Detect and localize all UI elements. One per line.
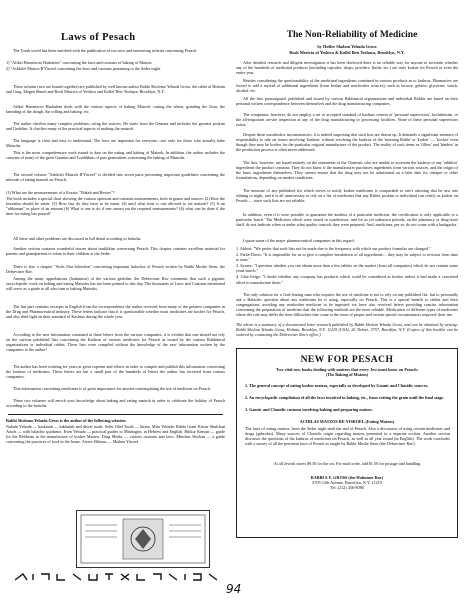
paragraph: Afikei Hametzoto Hashalem deals with the various aspects of baking Matzoh: cutting the wheat, grinding the flour, the kneading of the dough, the rolling and baking, etc. <box>6 104 225 115</box>
points-list <box>6 190 225 217</box>
ad-item: 3. Gaonic and Chasidic customs involving baking and preparing matzos. <box>245 407 373 412</box>
paragraph: Another section contains wonderful stories about tzaddikim concerning Pesach. This chapter contains excellent material for parents and grandparents to relate to their children at the Seder. <box>6 246 225 257</box>
footnote: The above is a summary of a documented letter research published by Rabbi Sholom Yehuda Gross, and can be obtained by writing: Rabbi Sholom Yehuda Gross, Holmin, Brooklyn, N.Y. 11219 (USA), 26 Tishrei, 5757, Brooklyn, N.Y. (Copies of this booklet can be ordered by contacting the Debreciner Rav's office.) <box>236 322 458 338</box>
paragraph: The measure of any published list which serves to notify kosher medicines is comparable to one's attesting that he saw one shining or night, and it is all unnecessary to rely on a list of medicines that any Rabbi, poskim or individual can certify as kosher on Pesach — since such lists are not reliable. <box>236 188 458 204</box>
ad-heading: NEW FOR PESACH <box>300 355 394 365</box>
paragraph: The author clarifies many complex problems, citing the sources. He starts from the Gemara and includes the greatest poskim and Gedolim. It clarifies many of the practical aspects of making the matzoh. <box>6 121 225 132</box>
byline-author: by Hoffer Sholom Yehuda Gross <box>317 44 377 49</box>
hebrew-banner <box>13 572 223 582</box>
ad-contact-address: 4705-12th Avenue, Brooklyn, N.Y. 11219 <box>312 480 382 486</box>
paragraph: Besides considering the questionability of the medicinal ingredients contained in various products as to kashrus, Pharmacies are forced to add a myriad of additional ingredients (from kosher and non-kosher sources), such as lactose, gelatin, glycerine, starch, alcohol, etc. <box>236 78 458 94</box>
intro-paragraph: The Torah world has been enriched with the publication of two new and interesting sefarim concerning Pesach: <box>13 48 198 53</box>
book-cover-illustration <box>76 510 210 568</box>
paragraph: Among the many approbations (haskamos) of the various gedolim, the Debreciner Rav comments that such a gigantic encyclopedic work on baking and eating Matzohs has not been printed to this day. The thousands of Laws and Customs mentioned will serve as a guide to all who turn to baking Matzohs. <box>6 276 225 292</box>
list-item: 2. Parke-Davis: "It is impossible for us to give a complete breakdown of all ingredients.... they may be subject to revision from time to time." <box>236 252 458 263</box>
divider <box>8 414 223 415</box>
ad-contact-name: RABBI S.Y. GROSS (the Holminer Rav) <box>310 475 384 480</box>
byline <box>236 44 458 55</box>
paragraph: The companies, however, do not employ a set or accepted standard of kashrus criteria of 'personal supervision', hechsheirim, or the all-important on-site inspection at any of the drug manufacturing or processing facilities. None of these personal supervisors exists. <box>236 112 458 128</box>
paragraph: This is the most comprehensive work issued to date on the eating and baking of Matzoh. In addition, the author includes the customs of many of the great Gaonim and Tzaddikim of past generations concerning the baking of Matzohs. <box>6 150 225 161</box>
paragraph: All the lists promulgated, published and issued by various Rabbinical organizations and individual Rabbis are based on their personal written correspondence between themselves and the drug manufacturing companies. <box>236 96 458 107</box>
author-bio-heading: Rabbi Sholomo Yehuda Gross is the author of the following sefarim: <box>6 418 127 423</box>
paragraph: Despite these unorthodox inconsistencies, it is indeed surprising that such lists are drawn up. It demands a significant measure of responsibility to rule on issues involving 'kashrus' without resolving the kashrus of the 'morning Rabbi' or 'kosher' — 'kosher' even though they may be kosher for the particular original manufacture of the product. The reality of such items as 'fillers' and 'binders' in the production process is often never addressed. <box>236 132 458 153</box>
ad-item: 2. An encyclopedic compilation of all the laws involved in baking, etc., from cutting the grain until the final stage. <box>245 395 445 400</box>
ad-contact <box>237 475 457 491</box>
books-list <box>6 60 225 72</box>
paragraph: There is also a chapter "Sichs Sfat hchesbon" concerning important halachos of Pesach written by Rabbi Moshe Stern, the Debreciner Rav. <box>6 264 225 275</box>
ad-item: 1. The general concept of eating kosher matzos, especially as developed by Gaonic and Chasidic sources. <box>245 383 429 388</box>
list-item: 1. Abbott: "We prefer that such lists not be made due to the frequency with which our product formulas are changed." <box>236 246 431 251</box>
paragraph: The only solution for a God-fearing man who requires the use of medicine is not to rely on any published list, but to personally ask a Halachic question about any medicines he is using, especially on Pesach. This is a special benefit to rabbis and their congregations, avoiding any nonkosher medicine to be ingested: we have also received letters providing concise information concerning the preparation of medicine that the following methods are the most reliable. Medication of different types of medicines where the rule may differ the time difficulties that come to the issue of proper and certain special circumstances required: their use. <box>236 292 458 318</box>
paragraph: The author has been working for years at great expense and efforts in order to compile and publish this information concerning the kashrus of medicines. These letters are but a small part of the hundreds of letters the author has received from various companies. <box>6 364 225 380</box>
list-item: 2) "Ashkilei Matzos B'Yisroel concerning the laws and customs pertaining to the Seder night. <box>6 66 161 72</box>
page-number: 94 <box>226 582 242 596</box>
advertisement-box <box>236 348 458 538</box>
left-article-title: Laws of Pesach <box>61 32 136 43</box>
list-item: (1) What are the measurements of a Kezais, "Bakeh and Revies"? <box>6 190 115 195</box>
list-item: The book includes a special chart showing the various opinions and contains measurements, both in grams and ounces: (2) How the kezaisim should be eaten. (3) How fast do they have to be eaten. (4) until what time is one allowed to eat matzoh? (5) Is an "afikoman" in place of an amount (6) What is one to do if one cannot eat the required measurements? (6) what can be done if the time for eating has passed? <box>6 196 225 217</box>
paragraph: The second volume "Ashkilei Matzoh B'Yisroel" is divided into seven parts presenting important guidelines concerning the mitzvah of eating matzoh on Pesach: <box>6 172 225 183</box>
list-item: 3. Syntex: "I question whether you can obtain more than a few tablets on the market (from all companies) which do not contain some yeast starch." <box>236 263 458 274</box>
quotes-list <box>236 246 458 286</box>
byline-affiliation: Rosh Mesivta of Yeshiva & Kollel Beis Yeshaya, Brooklyn, N.Y. <box>289 49 405 55</box>
paragraph: These two volumes will enrich your knowledge about baking and eating matzoh in order to celebrate the holiday of Pesach according to the halacha. <box>6 398 225 409</box>
ad-price: At all Jewish stores $9.50 for the set. For mail order, add $1.50 for postage and handling. <box>273 461 422 466</box>
list-item: 1) "Afikei Hametzoto Hashalem" concerning the laws and customs of baking of Matzos. <box>6 60 153 65</box>
ad-book2-title: ACHILAS MATZOS BE-YISROEL (Eating Matzos) <box>299 419 395 424</box>
book-cover-graphic <box>77 511 209 567</box>
paragraph: The last part contains excerpts in English from the correspondence the author received from many of the greatest companies in the Drug and Pharmaceutical industry. These letters indicate that it is questionable whether most medicines are kosher for Pesach, and also shed light on their standard of Kashrus during the whole year. <box>6 304 225 320</box>
ad-subtitle: (The Baking of Matzos) <box>325 372 369 377</box>
paragraph: The language is clear and easy to understand. The laws are important for everyone—not only for those who actually bake Matzohs. <box>6 138 225 149</box>
paragraph: The lists, however, are based entirely on the statements of the Chemists who are unable to ascertain the kashrus of any 'additive' ingredients the product contains. They do not know if the manufacturer purchases ingredients from various sources, and the origin of the basic ingredients themselves. They cannot ensure that the drug may not be substituted on a later date for cheaper or other formulations, depending on market conditions. <box>236 160 458 181</box>
author-bio: Nahalu Yehuda — haskarah — kabbalah and divrei torah: Sefer Ohel Torah — kitzur, Milu Yehuda: Rabbi Grant Kitzur Shulchan Aruch — with halachic guidance, Even Yehuda — practical guides to Minhogim, in Hebrew and English. Bikkur Kinyan — guide for the Rebbeim in the manufacture of kosher Matzos. Drug Media — various customs and laws. Minchas Sholom — a guide concerning the practices of food in the home. Ateres Shlomo — Mishna Yisroel. <box>6 424 225 445</box>
paragraph: According to the new information contained in these letters from the various companies, it is evident that one should not rely on the various published lists concerning the Kashrus of various medicines for Pesach as issued by the various Rabbinical organizations or individual rabbis. These lists were compiled without the knowledge of the new information written by the companies to the author! <box>6 332 225 353</box>
paragraph: In addition, even if it were possible to guarantee the kashrus of a particular medicine, the certification is only applicable to a particular 'batch.' The Medicines which were stored in warehouses, and for as yet unknown periods, on the pharmacy or drug-store shelf, do not indicate when or under what quality controls they were prepared. And, medicines, per se, do not come with a hashgacha. <box>236 212 458 228</box>
ad-contact-phone: Tel. (212) 436-8086 <box>330 485 364 491</box>
paragraph: After detailed research and diligent investigation it has been disclosed there is no reliable way for anyone to ascertain whether any of the hundreds of medicinal products (including capsules, drops, powders, fluids, etc.) are truly kosher for Pesach or even the entire year. <box>236 60 458 76</box>
ad-subheading-text: Two vital new books dealing with matters that every Jew must know on Pesach: <box>275 367 419 372</box>
right-article-title: The Non-Reliability of Medicine <box>286 30 418 40</box>
list-item: 4. Ciba-Geigy: "I doubt whether any company has products which could be considered as kosher unless it had made a concerted effort to manufacture them." <box>236 274 458 285</box>
paragraph: These sefarim (two are bound together) are published by well known author Rabbi Sholomo Yehuda Gross, the rabbi of Holmin and Grag. Magen Shmel and Rosh Mesivta of Yeshiva and Kollel Beis Yeshaya, Brooklyn, N.Y. <box>6 84 225 95</box>
paragraph: All these and other problems are discussed in full detail according to halacha. <box>13 236 142 241</box>
ad-book2-description: The laws of eating matzos, from the Seder night until the end of Pesach. Also a discussion of using certain medicines and drugs (gebrokts). Many sources of Chasidic origin regarding matzos presented in a separate section. Another section discusses the questions of the kashrus of medicines on Pesach, as well as all year round (in English). The work concludes with a survey of all the pertinent laws of Pesach as taught by Rabbi Moshe Stern (the Debreciner Rav). <box>245 426 450 446</box>
ad-subheading <box>237 367 457 377</box>
paragraph: This information concerning medicines is of great importance for anyone contemplating the use of medicine on Pesach. <box>13 386 212 391</box>
quotes-intro: I quote some of the major pharmaceutical companies in this regard: <box>243 238 355 243</box>
